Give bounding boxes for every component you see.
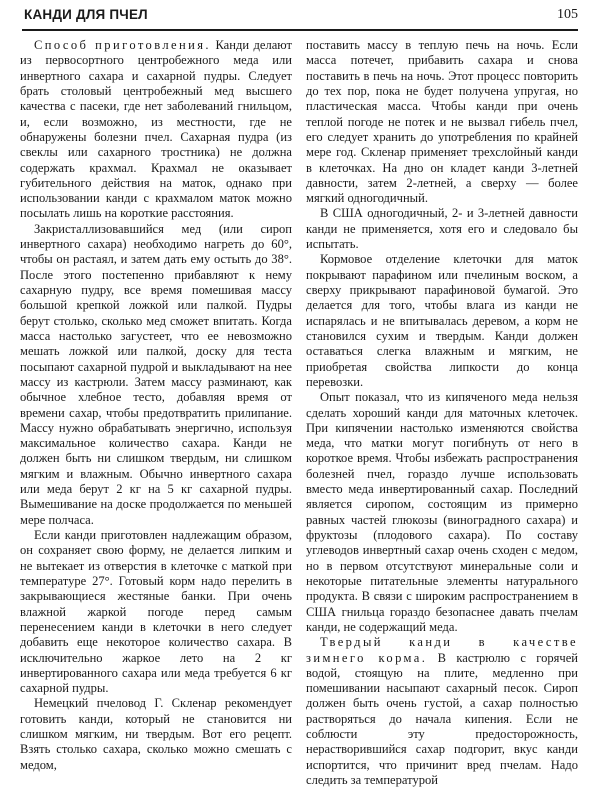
paragraph-german-recipe: Немецкий пчеловод Г. Скленар рекомендует готовить канди, который не становится ни слишком мягким, ни твердым. Вот его рецепт. Взять столько сахара, сколько можно смешать с медом, [20,696,292,772]
right-column [306,38,578,790]
paragraph-usa: В США одногодичный, 2- и 3-летней давности канди не применяется, хотя его и следовало бы испытать. [306,206,578,252]
paragraph-feed-compartment: Кормовое отделение клеточки для маток покрывают парафином или пчелиным воском, а сверху прикрывают парафиновой бумагой. Это делается для того, чтобы влага из канди не испарялась и не впитывалась деревом, а корм не становился сухим и твердым. Канди должен оставаться слегка влажным и мягким, не приобретая свойства липкости до конца перевозки. [306,252,578,389]
paragraph-recipe-continued: поставить массу в теплую печь на ночь. Если масса потечет, прибавить сахара и снова поставить в печь на ночь. Этот процесс повторить до тех пор, пока не будет получена упругая, но пластическая масса. Чтобы канди при очень теплой погоде не потек и не вызвал гибель пчел, его следует хранить до употребления по крайней мере год. Скленар применяет трехслойный канди в клеточках. На дно он кладет канди 3-летней давности, затем 2-летней, а сверху — более мягкий одногодичный. [306,38,578,206]
paragraph-winter-feed [306,635,578,788]
running-header [22,2,578,32]
paragraph-preparation [20,38,292,222]
paragraph-boiled-honey: Опыт показал, что из кипяченого меда нельзя сделать хороший канди для маточных клеточек. При кипячении настолько изменяются свойства меда, что матки могут погибнуть от него в короткое время. Чтобы избежать распространения болезней пчел, гораздо лучше использовать вместо меда инвертированный сахар. Последний является сиропом, состоящим из примерно равных частей глюкозы (виноградного сахара) и фруктозы (плодового сахара). По составу углеводов инвертный сахар очень сходен с медом, но в первом отсутствуют минеральные соли и некоторые питательные элементы натурального продукта. В связи с широким распространением в США гнильца гораздо безопаснее давать пчелам канди, не содержащий меда. [306,390,578,634]
paragraph-text: В кастрюлю с горячей водой, стоящую на плите, медленно при помешивании насыпают сахарный песок. Сироп должен быть очень густой, а сахар полностью растворяться до начала кипения. Если не соблюсти эту предосторожность, нерастворившийся сахар подгорит, вкус канди испортится, что причинит вред пчелам. Надо следить за температурой [306,650,578,787]
paragraph-crystallized-honey: Закристаллизовавшийся мед (или сироп инвертного сахара) необходимо нагреть до 60°, чтобы он растаял, и затем дать ему остыть до 38°. После этого постепенно прибавляют к нему сахарную пудру, все время помешивая массу большой крепкой ложкой или палкой. Пудры берут столько, сколько мед сможет впитать. Когда масса настолько загустеет, что ее невозможно мешать ложкой или палкой, доску для теста посыпают сахарной пудрой и выкладывают на нее массу из кастрюли. Затем массу разминают, как обычное хлебное тесто, добавляя время от времени сахар, чтобы предотвратить прилипание. Массу нужно обрабатывать энергично, используя максимальное количество сахара. Канди не должен быть ни слишком твердым, ни слишком мягким и влажным. Обычно инвертного сахара или меда берут 2 кг на 5 кг сахарной пудры. Вымешивание на доске продолжается по меньшей мере полчаса. [20,221,292,527]
paragraph-proper-candy: Если канди приготовлен надлежащим образом, он сохраняет свою форму, не делается липким и не вытекает из отверстия в клеточке с маткой при температуре 27°. Готовый корм надо перелить в закрывающиеся жестяные банки. При очень влажной жаркой погоде перед самым перенесением канди в клеточки в него следует добавить еще некоторое количество сахара. В исключительно жаркое лето на 2 кг инвертированного сахара или меда требуется 6 кг сахарной пудры. [20,528,292,696]
chapter-title: КАНДИ ДЛЯ ПЧЕЛ [24,7,148,22]
left-column [20,38,292,790]
page-number: 105 [557,7,578,22]
header-rule [22,29,578,31]
paragraph-text: Канди делают из первосортного центробежного меда или инвертного сахара и сахарной пудры. Следует брать столовый центробежный мед высшего качества с пасеки, где нет заболеваний гнильцом, и, если возможно, из местности, где не обнаружены болезни пчел. Сахарная пудра (из свеклы или сахарного тростника) не должна содержать крахмал. Крахмал не оказывает губительного действия на маток, однако при использовании канди с крахмалом маток можно посылать лишь на короткие расстояния. [20,38,292,221]
section-heading-winter-feed: Твердый канди в качестве зимнего корма. [306,635,578,665]
section-heading-preparation: Способ приготовления. [34,38,211,52]
